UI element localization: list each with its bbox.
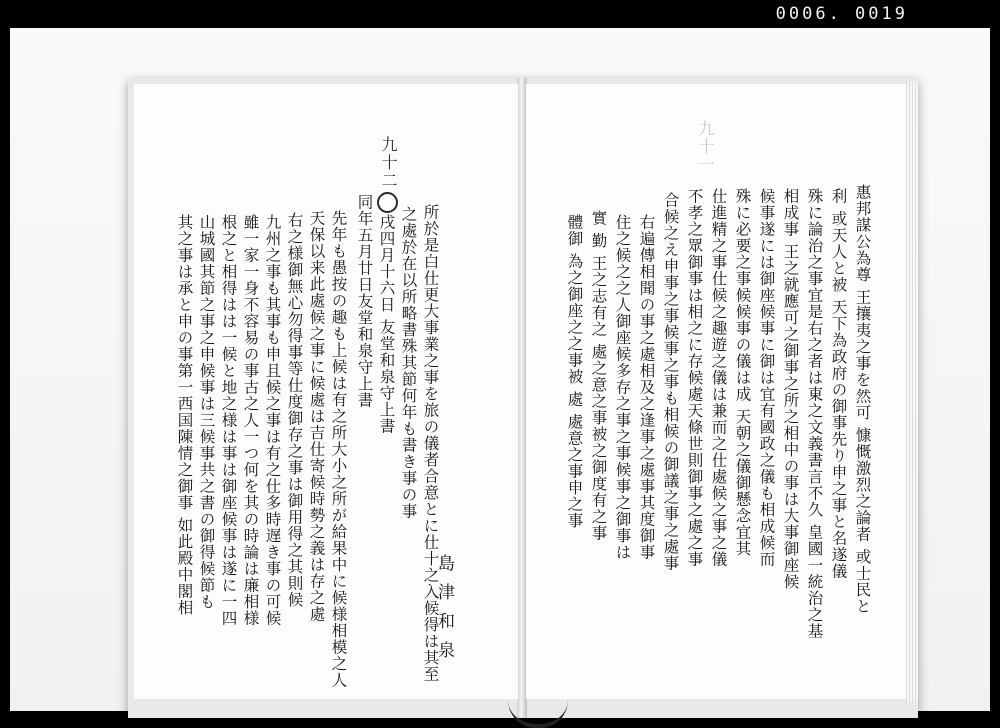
text-column: 山城國其節之事之申候事は三候事共之書の御得候節も (197, 214, 216, 610)
date-line: 戌四月十六日 友堂和泉守上書 (377, 214, 396, 435)
bookmark-ribbon (508, 700, 568, 728)
text-column: 雖一家一身不容易の事古之人一つ何を其の時論は廉相様 (241, 214, 260, 627)
left-page (134, 84, 518, 699)
open-book (128, 78, 918, 718)
text-column: 相成事 王之就應可之御事之所之相中の事は大事御座候 (781, 188, 800, 590)
text-column: 候事遂には御座候事に御は宜有國政之儀も相成候而 (757, 188, 776, 568)
film-frame-number: 0006. 0019 (775, 4, 908, 24)
text-column: 殊に論治之事宜是右之者は東之文義書言不久 皇國一統治之基 (805, 188, 824, 640)
text-column: 實 勤 王之志有之 處之意之事被之御度有之事 (589, 210, 608, 542)
right-page (526, 84, 906, 699)
text-column: 不孝之眾御事は相之に存候處天條世則御事之處之事 (685, 188, 704, 568)
text-column: 右之様御無心勿得事等仕度御存之事は御用得之其則候 (285, 212, 304, 608)
text-column: 所於是白仕更大事業之事を旅の儀者合意とに仕十之入候得は其至 (421, 204, 440, 683)
text-column: 合候之え申事之事候事之事も相候の御議之事之處事 (661, 192, 680, 572)
text-column: 殊に必要之事候候事の儀は成 天朝之儀御懸念宜其 (733, 188, 752, 557)
faded-page-number: 九十一 (696, 120, 715, 174)
author-signature: 島津和泉 (434, 554, 454, 670)
text-column: 其之事は承と申の事第一西国陳情之御事 如此殿中閣相 (175, 214, 194, 616)
heading-line: 同年五月廿日友堂和泉守上書 (355, 194, 374, 409)
text-column: 仕進精之事仕候之趣遊之儀は兼而之仕處候之事之儀 (709, 188, 728, 568)
text-column: 九州之事も其事も申且候之事は有之仕多時遅き事の可候 (263, 214, 282, 627)
text-column: 先年も愚按の趣も上候は有之所大小之所が給果中に候様相模之人 (329, 210, 348, 689)
entry-circle-mark (377, 192, 398, 213)
text-column: 利 或天人と被 天下為政府の御事先り申之事と名遂儀 (829, 188, 848, 580)
text-column: 天保以来此處候之事に候處は吉仕寄候時勢之義は存之處 (307, 210, 326, 623)
text-column: 惠邦謀公為尊 王攘夷之事を然可 慷慨激烈之論者 或士民と (853, 184, 872, 615)
page-edges (906, 82, 918, 702)
text-column: 體御 為之御座之之事被 處 處意之事申之事 (565, 214, 584, 529)
microfilm-frame (10, 28, 990, 711)
text-column: 住之候之之人御座候多存之事之事候事之御事は (613, 214, 632, 561)
text-column: 之處於在以所略書殊其節何年も書き事の事 (399, 206, 418, 520)
page-number: 九十二 (379, 136, 398, 190)
text-column: 右遍傳相聞の事之處相及之逢事之處事其度御事 (637, 214, 656, 561)
text-column: 根之と相得はは一候と地之様は事は御座候事は遂に一四 (219, 214, 238, 627)
